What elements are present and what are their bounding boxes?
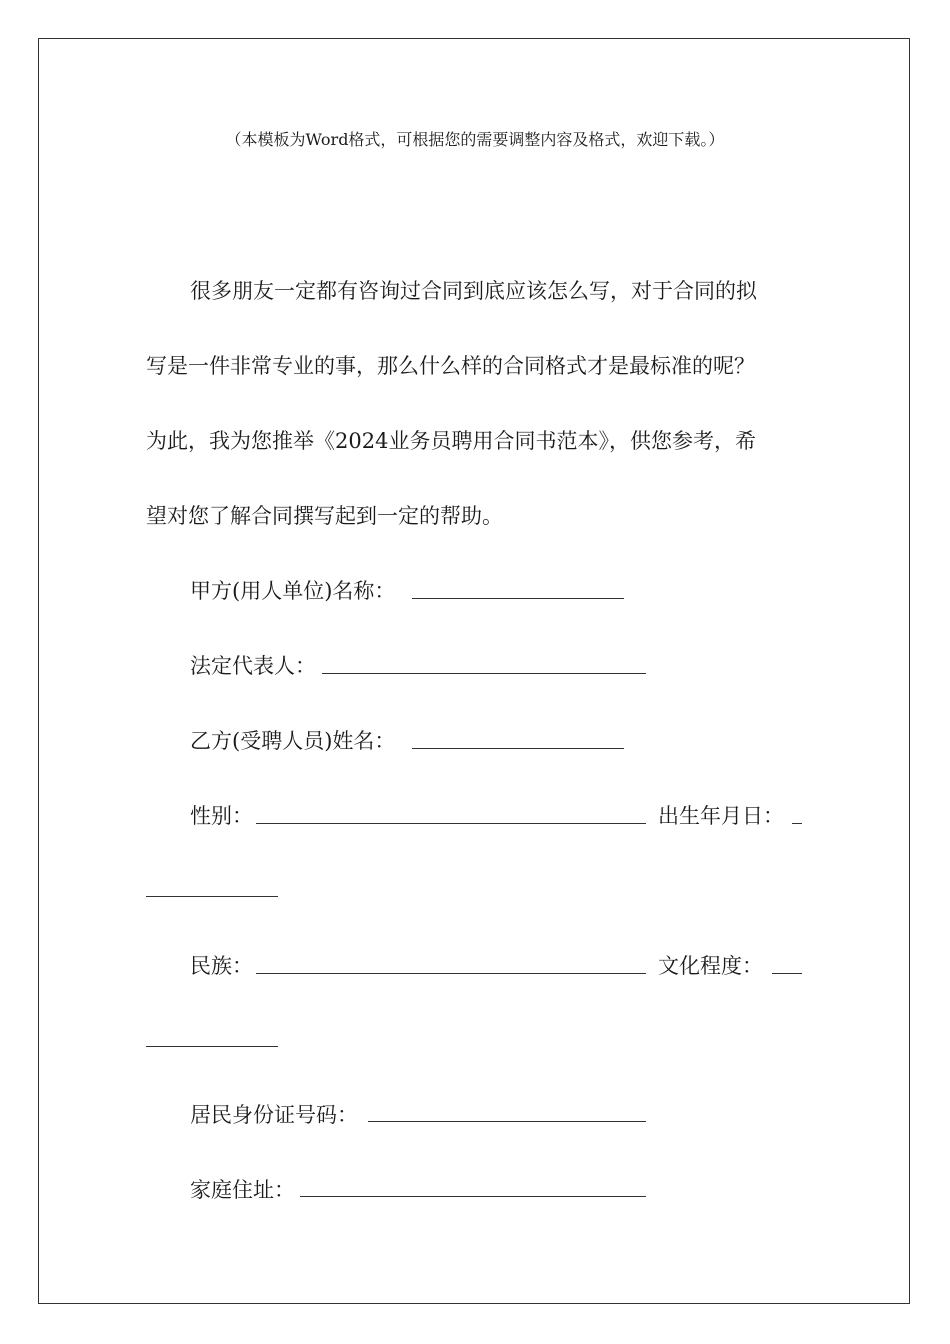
legal-rep-blank[interactable] [322,673,646,674]
intro-line-2: 写是一件非常专业的事，那么什么样的合同格式才是最标准的呢？ [146,354,755,378]
address-blank[interactable] [300,1196,646,1197]
address-label: 家庭住址： [190,1178,295,1202]
birth-date-blank-start[interactable] [792,823,802,824]
intro-line-1: 很多朋友一定都有咨询过合同到底应该怎么写，对于合同的拟 [190,279,757,303]
gender-label: 性别： [190,804,253,828]
party-a-name-blank[interactable] [412,598,624,599]
ethnicity-blank[interactable] [256,973,646,974]
education-blank-start[interactable] [772,973,802,974]
party-b-name-blank[interactable] [412,748,624,749]
party-a-name-label: 甲方(用人单位)名称： [190,579,396,603]
birth-date-blank[interactable] [146,896,278,897]
legal-rep-label: 法定代表人： [190,654,316,678]
page-frame [38,38,910,1304]
party-b-name-label: 乙方(受聘人员)姓名： [190,729,396,753]
intro-line-4: 望对您了解合同撰写起到一定的帮助。 [146,504,503,528]
id-number-label: 居民身份证号码： [190,1103,358,1127]
template-note: （本模板为Word格式，可根据您的需要调整内容及格式，欢迎下载。） [225,130,725,149]
id-number-blank[interactable] [368,1121,646,1122]
ethnicity-label: 民族： [190,954,253,978]
birth-date-label: 出生年月日： [658,804,784,828]
intro-line-3: 为此，我为您推举《2024业务员聘用合同书范本》，供您参考，希 [146,429,756,453]
education-label: 文化程度： [658,954,763,978]
education-blank[interactable] [146,1046,278,1047]
gender-blank[interactable] [256,823,646,824]
